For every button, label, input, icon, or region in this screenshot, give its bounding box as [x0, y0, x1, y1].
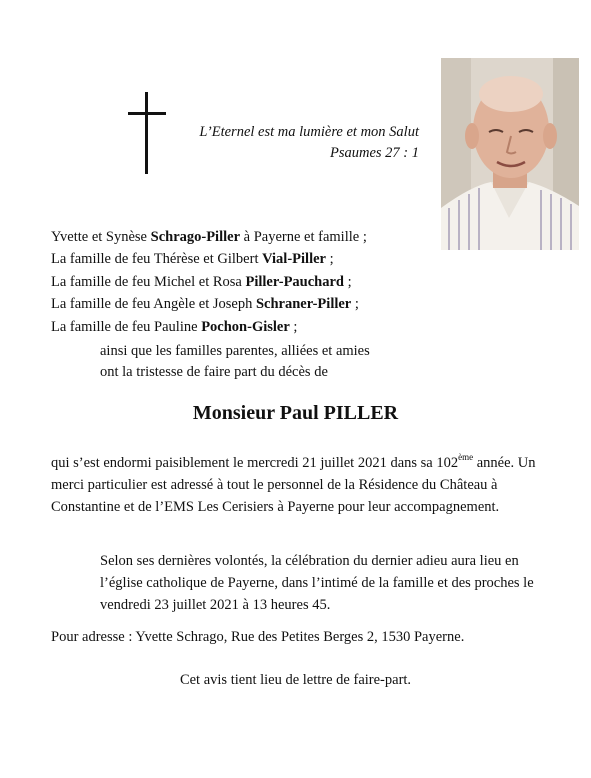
ceremony-paragraph: Selon ses dernières volontés, la célébration du dernier adieu aura lieu en l’église catholique de Payerne, dans l’intimé de la famille et des proches le vendredi 23 juillet 2021 à 13 heures 45.	[100, 553, 534, 613]
family-line: La famille de feu Michel et Rosa Piller-Pauchard ;	[51, 273, 352, 290]
intro-text	[100, 341, 370, 383]
intro-line: ont la tristesse de faire part du décès de	[100, 364, 328, 380]
bible-quote	[199, 122, 419, 164]
quote-reference: Psaumes 27 : 1	[329, 145, 419, 161]
family-list	[51, 226, 367, 338]
cross-icon	[128, 92, 166, 174]
announcement-paragraph: qui s’est endormi paisiblement le mercredi 21 juillet 2021 dans sa 102ème année. Un merci particulier est adressé à tout le personnel de la Résidence du Château à Constantine et de l’EMS Les Cerisiers à Payerne pour leur accompagnement.	[51, 452, 536, 515]
family-line: La famille de feu Angèle et Joseph Schraner-Piller ;	[51, 296, 359, 313]
family-line: La famille de feu Thérèse et Gilbert Vial-Piller ;	[51, 251, 334, 268]
family-line: Yvette et Synèse Schrago-Piller à Payerne et famille ;	[51, 229, 367, 245]
closing-line: Cet avis tient lieu de lettre de faire-part.	[179, 672, 412, 688]
intro-line: ainsi que les familles parentes, alliées et amies	[100, 343, 370, 359]
family-line: La famille de feu Pauline Pochon-Gisler ;	[51, 318, 298, 335]
quote-text: L’Eternel est ma lumière et mon Salut	[199, 124, 419, 140]
portrait-photo	[441, 58, 579, 250]
deceased-name: Monsieur Paul PILLER	[192, 402, 399, 424]
address-line: Pour adresse : Yvette Schrago, Rue des Petites Berges 2, 1530 Payerne.	[51, 629, 465, 645]
